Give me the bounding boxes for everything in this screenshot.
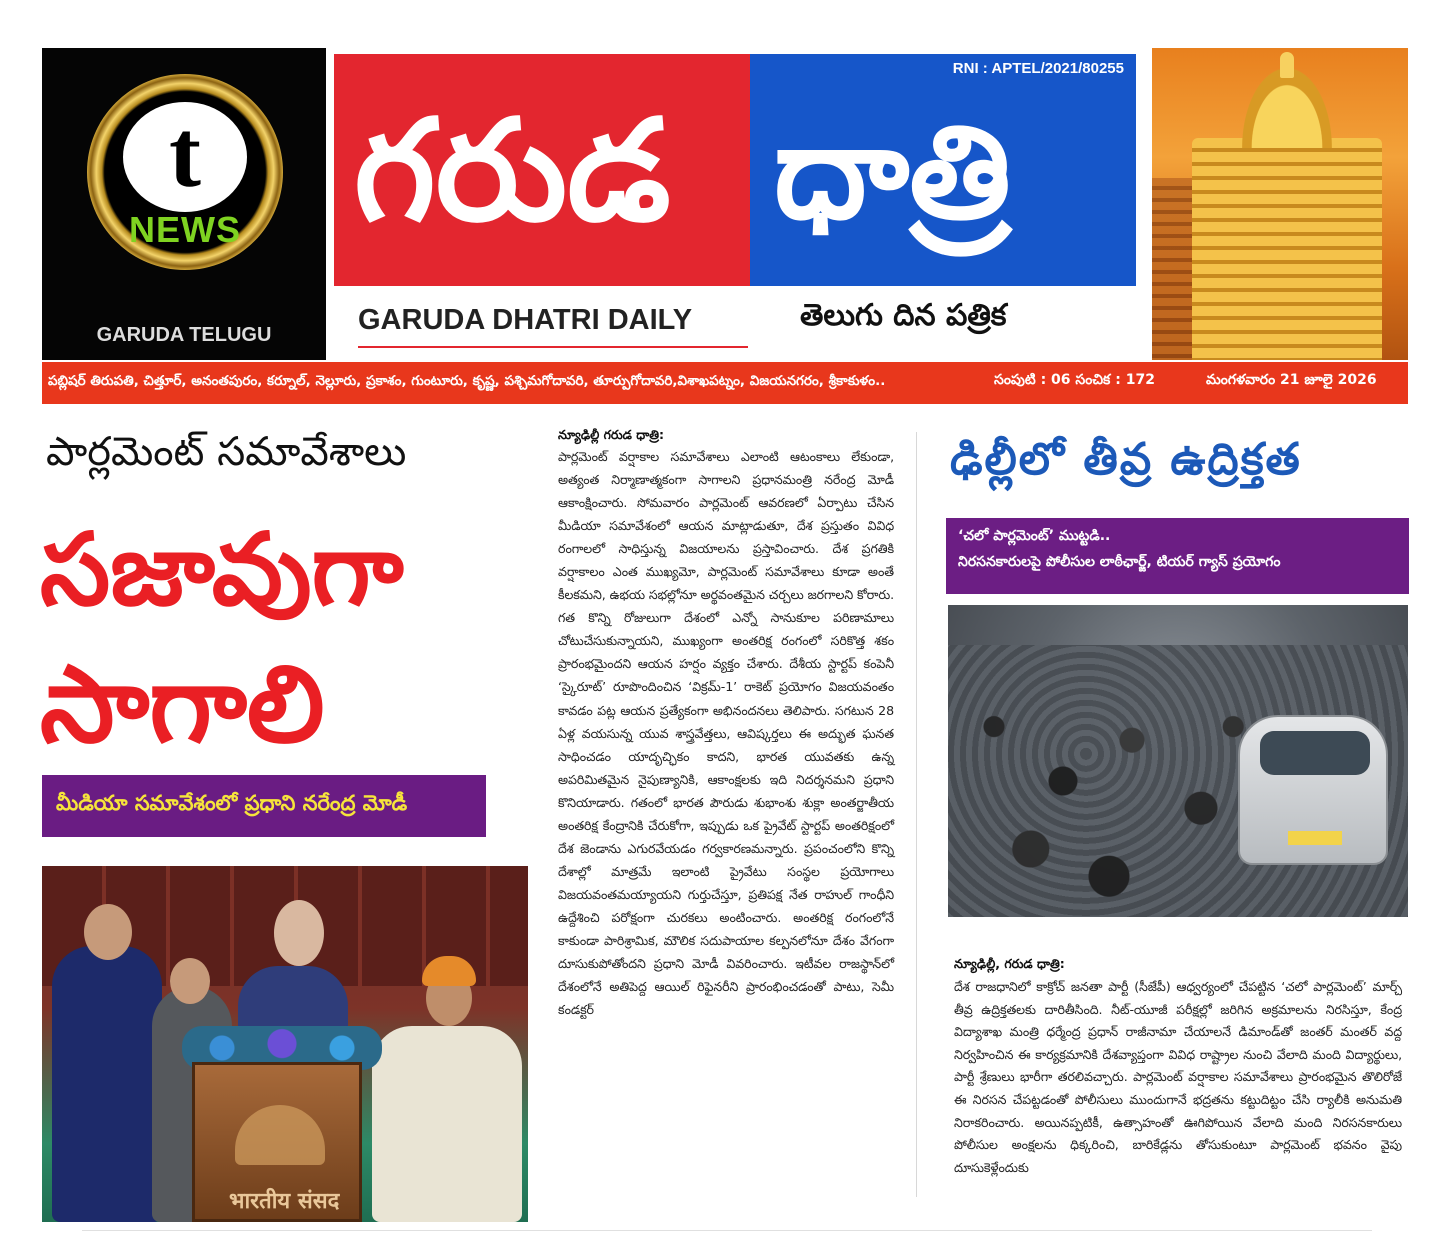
temple-image <box>1152 48 1408 360</box>
daily-telugu-title: తెలుగు దిన పత్రిక <box>800 298 1007 333</box>
column-divider <box>916 432 917 1197</box>
second-subhead-bar <box>946 518 1409 594</box>
photo-person-1-head <box>84 904 132 960</box>
newspaper-title <box>334 48 1142 360</box>
protest-photo <box>948 605 1408 917</box>
photo-car <box>1238 715 1388 865</box>
lead-story <box>558 425 894 1021</box>
temple-kalasam <box>1280 52 1294 78</box>
lead-subhead-bar <box>42 775 486 837</box>
lead-photo <box>42 866 528 1222</box>
car-windshield <box>1260 731 1370 775</box>
logo-news-text: NEWS <box>129 209 241 250</box>
temple-vimanam <box>1192 138 1382 360</box>
lead-subhead: మీడియా సమావేశంలో ప్రధాని నరేంద్ర మోడీ <box>56 791 408 815</box>
lead-headline-line2: సాగాలి <box>40 643 325 766</box>
second-subhead-line1: ‘చలో పార్లమెంట్’ ముట్టడి.. <box>958 528 1111 544</box>
title-word-1: గరుడ <box>354 90 671 253</box>
car-number-plate <box>1288 831 1342 845</box>
photo-podium <box>192 1062 362 1222</box>
issue-number: సంపుటి : 06 సంచిక : 172 <box>994 372 1155 388</box>
title-blue-block <box>750 54 1136 286</box>
tv-logo <box>42 48 326 360</box>
logo-brand-text: GARUDA TELUGU <box>96 324 272 346</box>
title-red-block <box>334 54 750 286</box>
second-headline: ఢిల్లీలో తీవ్ర ఉద్రిక్తత <box>950 434 1302 485</box>
parliament-emblem <box>235 1105 325 1165</box>
title-word-2: ధాత్రి <box>774 96 1011 248</box>
lead-kicker: పార్లమెంట్ సమావేశాలు <box>46 429 407 475</box>
second-body: దేశ రాజధానిలో కాక్రోచ్ జనతా పార్టీ (సీజేపీ) ఆధ్వర్యంలో చేపట్టిన ‘చలో పార్లమెంట్’ మార్చ్ తీవ్ర ఉద్రిక్తతలకు దారితీసింది. నీట్-యూజీ పరీక్షల్లో జరిగిన అక్రమాలను నిరసిస్తూ, కేంద్ర విద్యాశాఖ మంత్రి ధర్మేంద్ర ప్రధాన్ రాజీనామా చేయాలనే డిమాండ్‌తో జంతర్ మంతర్ వద్ద నిర్వహించిన ఈ కార్యక్రమానికి దేశవ్యాప్తంగా వివిధ రాష్ట్రాల నుంచి వేలాది మంది విద్యార్థులు, పార్టీ శ్రేణులు భారీగా తరలివచ్చారు. పార్లమెంట్ వర్షాకాల సమావేశాలు ప్రారంభమైన తొలిరోజే ఈ నిరసన చేపట్టడంతో పోలీసులు ముందుగానే భద్రతను కట్టుదిట్టం చేసి ర్యాలీకి అనుమతి నిరాకరించారు. అయినప్పటికీ, ఉత్సాహంతో ఊగిపోయిన వేలాది మంది నిరసనకారులు పోలీసుల అంక్షలను ధిక్కరించి, బారికేడ్లను తోసుకుంటూ పార్లమెంట్ భవనం వైపు దూసుకెళ్లేందుకు <box>954 979 1402 1175</box>
second-dateline: న్యూఢిల్లీ, గరుడ ధాత్రి: <box>954 956 1065 971</box>
title-underline <box>358 346 748 348</box>
podium-caption: भारतीय संसद <box>229 1189 340 1214</box>
masthead <box>42 48 1408 360</box>
photo-person-2-head <box>170 958 210 1004</box>
photo-person-3-head <box>274 900 324 966</box>
second-subhead-line2: నిరసనకారులపై పోలీసుల లాఠీఛార్జ్, టియర్ గ్యాస్ ప్రయోగం <box>958 554 1281 570</box>
logo-ring <box>87 74 283 270</box>
rni-number: RNI : APTEL/2021/80255 <box>952 60 1124 77</box>
edition-info-strip <box>42 362 1408 404</box>
edition-list: పబ్లిషర్ తిరుపతి, చిత్తూర్, అనంతపురం, కర్నూల్, నెల్లూరు, ప్రకాశం, గుంటూరు, కృష్ణ, పశ్చిమగోదావరి, తూర్పుగోదావరి,విశాఖపట్నం, విజయనగరం, శ్రీకాకుళం.. <box>48 373 886 389</box>
lead-dateline: న్యూఢిల్లీ గరుడ ధాత్రి: <box>558 427 665 442</box>
issue-date: మంగళవారం 21 జూలై 2026 <box>1206 372 1377 388</box>
temple-dome <box>1242 68 1332 148</box>
logo-letter: t <box>169 100 201 207</box>
photo-person-4 <box>372 1026 522 1222</box>
lead-headline-line1: సజావుగా <box>40 511 404 628</box>
logo-badge <box>123 102 247 212</box>
bottom-divider <box>82 1230 1372 1231</box>
daily-english-title: GARUDA DHATRI DAILY <box>358 304 693 336</box>
photo-person-1 <box>52 946 162 1222</box>
lead-body: పార్లమెంట్ వర్షాకాల సమావేశాలు ఎలాంటి ఆటంకాలు లేకుండా, అత్యంత నిర్మాణాత్మకంగా సాగాలని ప్రధానమంత్రి నరేంద్ర మోడీ ఆకాంక్షించారు. సోమవారం పార్లమెంట్ ఆవరణలో ఏర్పాటు చేసిన మీడియా సమావేశంలో ఆయన మాట్లాడుతూ, దేశ ప్రస్తుతం వివిధ రంగాలలో సాధిస్తున్న విజయాలను ప్రస్తావించారు. దేశ ప్రగతికి వర్షాకాలం ఎంత ముఖ్యమో, పార్లమెంట్ సమావేశాలు కూడా అంతే కీలకమని, ఉభయ సభల్లోనూ అర్థవంతమైన చర్చలు జరగాలని కోరారు. గత కొన్ని రోజులుగా దేశంలో ఎన్నో సానుకూల పరిణామాలు చోటుచేసుకున్నాయని, ముఖ్యంగా అంతరిక్ష రంగంలో సరికొత్త శకం ప్రారంభమైందని ఆయన హర్షం వ్యక్తం చేశారు. దేశీయ స్టార్టప్ కంపెనీ ‘స్కైరూట్’ రూపొందించిన ‘విక్రమ్-1’ రాకెట్ ప్రయోగం విజయవంతం కావడం పట్ల ఆయన ప్రత్యేకంగా అభినందనలు తెలిపారు. సగటున 28 ఏళ్ల వయసున్న యువ శాస్త్రవేత్తలు, ఆవిష్కర్తలు ఈ అద్భుత ఘనత సాధించడం యాదృచ్ఛికం కాదని, భారత యువతకు ఉన్న అపరిమితమైన నైపుణ్యానికి, ఆకాంక్షలకు ఇది నిదర్శనమని ప్రధాని కొనియాడారు. గతంలో భారత పౌరుడు శుభాంశు శుక్లా అంతర్జాతీయ అంతరిక్ష కేంద్రానికి చేరుకోగా, ఇప్పుడు ఒక ప్రైవేట్ స్టార్టప్ అంతరిక్షంలో దేశ జెండాను ఎగురవేయడం గర్వకారణమన్నారు. ప్రపంచంలోని కొన్ని దేశాల్లో మాత్రమే ఇలాంటి ప్రైవేటు సంస్థల ప్రయోగాలు విజయవంతమయ్యాయని గుర్తుచేస్తూ, ప్రతిపక్ష నేత రాహుల్ గాంధీని ఉద్దేశించి పరోక్షంగా చురకలు అంటించారు. అంతరిక్ష రంగంలోనే కాకుండా పారిశ్రామిక, మౌలిక సదుపాయాల కల్పనలోనూ దేశం వేగంగా దూసుకుపోతోందని ప్రధాని మోడీ వివరించారు. ఇటీవల రాజస్థాన్‌లో దేశంలోనే అతిపెద్ద ఆయిల్ రిఫైనరీని ప్రారంభించడంతో పాటు, సెమీ కండక్టర్ <box>558 449 894 1018</box>
